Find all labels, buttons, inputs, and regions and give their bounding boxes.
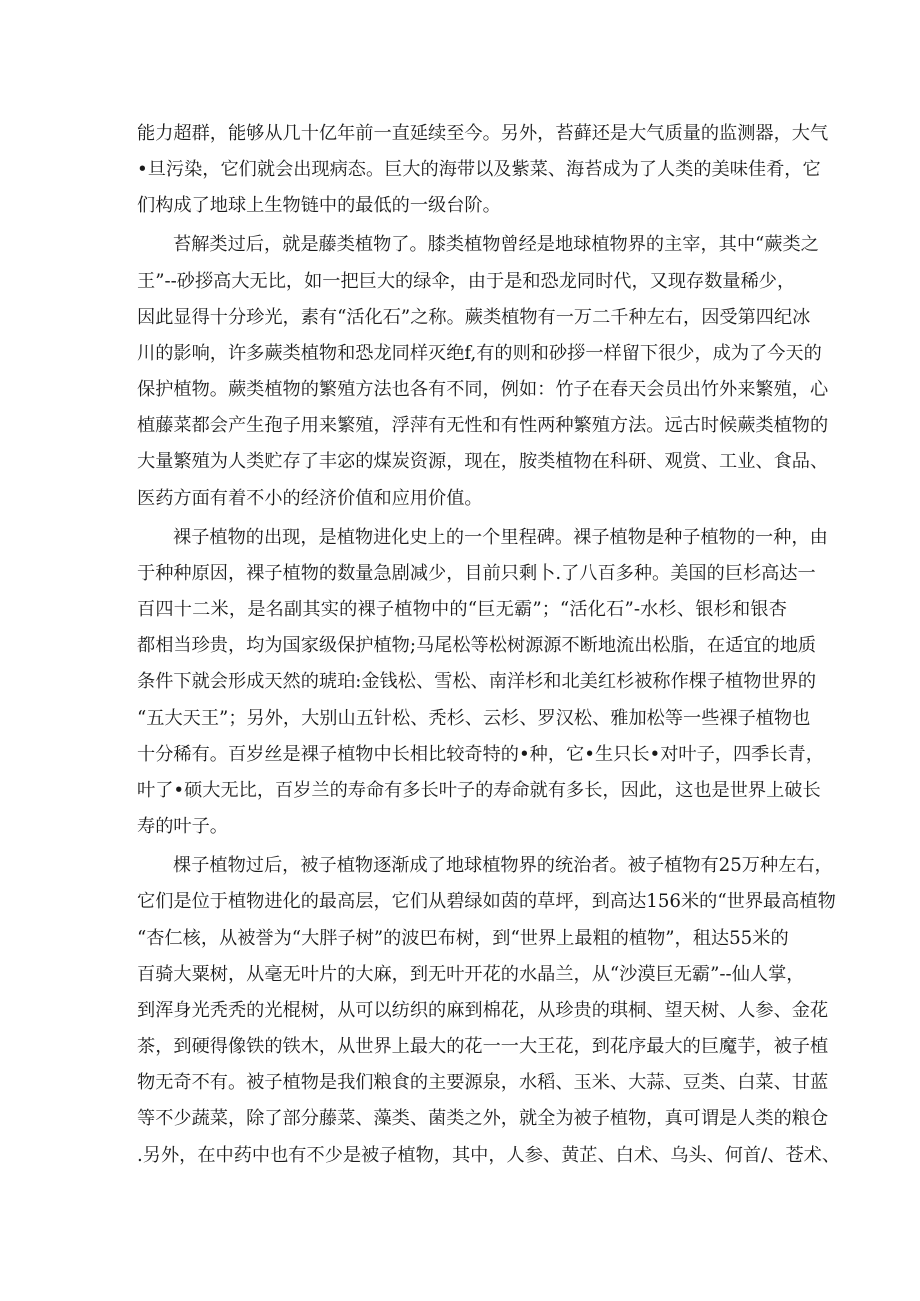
text-line: 于种种原因，裸子植物的数量急剧减少，目前只剩卜.了八百多种。美国的巨杉高达一 [137, 562, 816, 584]
text-line: 百骑大粟树，从毫无叶片的大麻，到无叶开花的水晶兰，从“沙漠巨无霸”--仙人掌， [137, 963, 805, 985]
text-line: 裸子植物的出现，是植物进化史上的一个里程碑。裸子植物是种子植物的一种，由 [173, 526, 828, 548]
text-line: 苔解类过后，就是藤类植物了。膝类植物曾经是地球植物界的主宰，其中“蕨类之 [173, 234, 819, 256]
text-line: 茶，到硬得像铁的铁木，从世界上最大的花一一大王花，到花序最大的巨魔芋，被子植 [137, 1036, 829, 1058]
text-line: 都相当珍贵，均为国家级保护植物;马尾松等松树源源不断地流出松脂，在适宜的地质 [137, 635, 817, 657]
paragraph [137, 227, 829, 517]
document-body [137, 116, 841, 1174]
text-line: “杏仁核，从被誉为“大胖子树”的波巴布树，到“世界上最粗的植物”，租达55米的 [137, 927, 789, 949]
paragraph [137, 116, 829, 225]
text-line: 因此显得十分珍光，素有“活化石”之称。蕨类植物有一万二千种左右，因受第四纪冰 [137, 306, 811, 328]
text-line: 它们是位于植物进化的最高层，它们从碧绿如茵的草坪，到高达156米的“世界最高植物 [137, 891, 836, 913]
text-line: “五大天王”；另外，大别山五针松、秃杉、云杉、罗汉松、雅加松等一些裸子植物也 [137, 707, 811, 729]
text-line: 等不少蔬菜，除了部分藤菜、藻类、菌类之外，就全为被子植物，真可谓是人类的粮仓 [137, 1108, 829, 1130]
text-line: 植藤菜都会产生孢子用来繁殖，浮萍有无性和有性两种繁殖方法。远古时候蕨类植物的 [137, 415, 829, 437]
text-line: 医药方面有着不小的经济价值和应用价值。 [137, 487, 483, 509]
paragraph [137, 848, 841, 1174]
text-line: 王”--砂拶高大无比，如一把巨大的绿伞，由于是和恐龙同时代，又现存数量稀少， [137, 270, 796, 292]
text-line: •旦污染，它们就会出现病态。巨大的海带以及紫菜、海苔成为了人类的美味佳肴，它 [137, 159, 821, 181]
text-line: 大量繁殖为人类贮存了丰宓的煤炭资源，现在，胺类植物在科研、观赏、工业、食品、 [137, 451, 829, 473]
text-line: 十分稀有。百岁丝是裸子植物中长相比较奇特的•种，它•生只长•对叶子，四季长青， [137, 743, 824, 765]
paragraph [137, 520, 828, 846]
text-line: .另外，在中药中也有不少是被子植物，其中，人参、黄芷、白术、乌头、何首/、苍术、 [137, 1144, 841, 1166]
text-line: 能力超群，能够从几十亿年前一直延续至今。另外，苔藓还是大气质量的监测器，大气 [137, 123, 829, 144]
text-line: 棵子植物过后，被子植物逐渐成了地球植物界的统治者。被子植物有25万种左右， [173, 855, 833, 877]
text-line: 条件下就会形成天然的琥珀:金钱松、雪松、南洋杉和北美红杉被称作棵子植物世界的 [137, 671, 817, 693]
text-line: 叶了•硕大无比，百岁兰的寿命有多长叶子的寿命就有多长，因此，这也是世界上破长 [137, 779, 821, 801]
text-line: 到浑身光秃秃的光棍树，从可以纺织的麻到棉花，从珍贵的琪桐、望天树、人参、金花 [137, 999, 829, 1021]
text-line: 百四十二米，是名副其实的裸子植物中的“巨无霸”；“活化石”-水杉、银杉和银杏 [137, 599, 787, 621]
text-line: 保护植物。蕨类植物的繁殖方法也各有不同，例如：竹子在春天会员出竹外来繁殖，心 [137, 379, 829, 401]
text-line: 川的影响，许多蕨类植物和恐龙同样灭绝f,有的则和砂拶一样留下很少，成为了今天的 [137, 342, 822, 364]
text-line: 寿的叶子。 [137, 816, 228, 838]
text-line: 们构成了地球上生物链中的最低的一级台阶。 [137, 195, 501, 217]
text-line: 物无奇不有。被子植物是我们粮食的主要源泉，水稻、玉米、大蒜、豆类、白菜、甘蓝 [137, 1072, 829, 1094]
